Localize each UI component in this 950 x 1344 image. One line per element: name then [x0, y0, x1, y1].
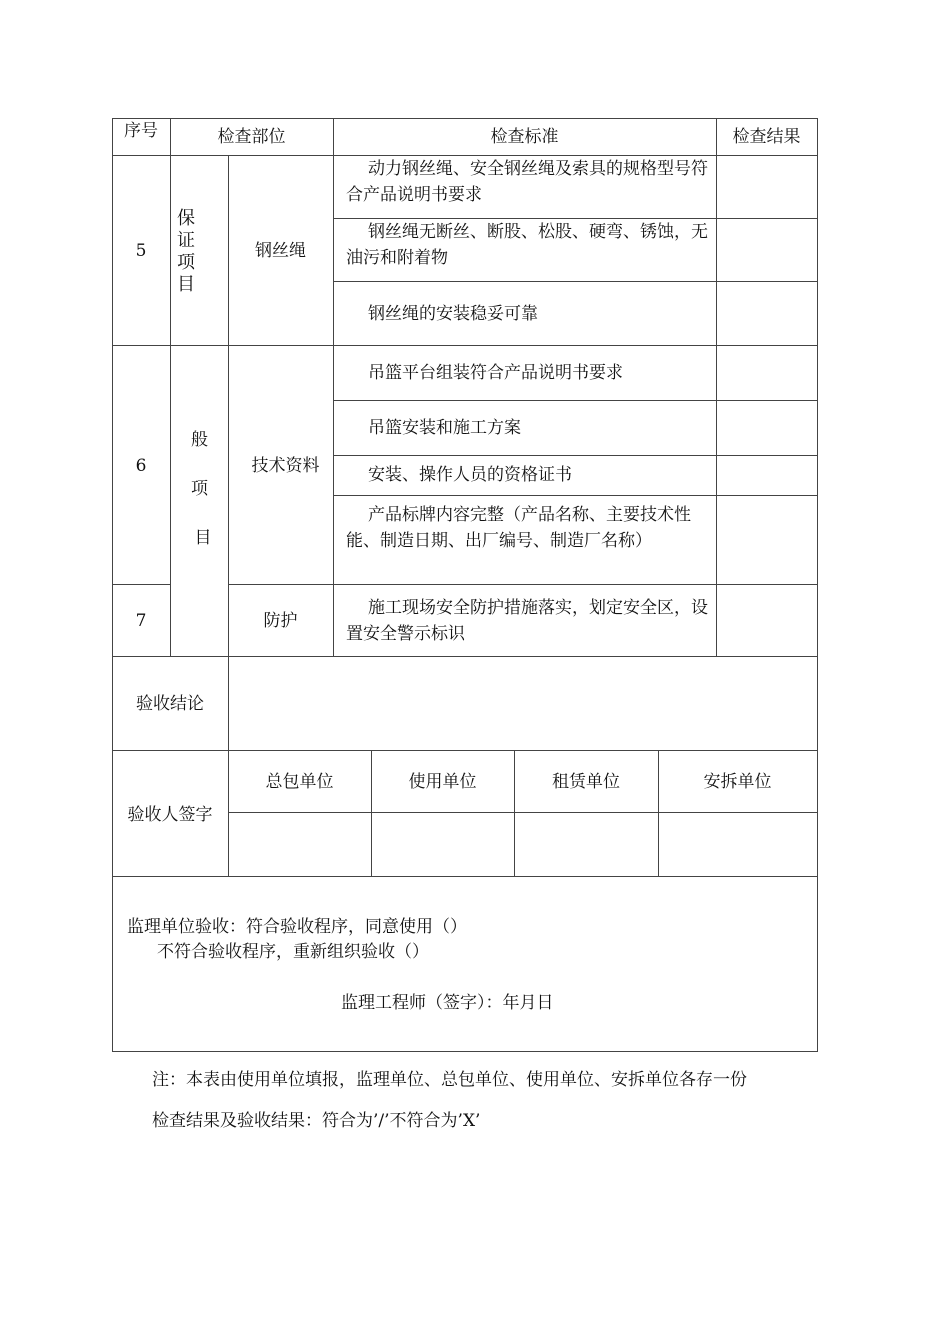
- criterion-text: 吊篮安装和施工方案: [368, 418, 521, 438]
- row-category-char: 项: [191, 479, 208, 499]
- conclusion-label: 验收结论: [136, 694, 204, 714]
- row-category-char: 目: [194, 528, 212, 548]
- note-line: 检查结果及验收结果：符合为’/’不符合为’X’: [152, 1111, 481, 1131]
- criterion-text: 吊篮平台组装符合产品说明书要求: [368, 363, 623, 383]
- signature-label: 验收人签字: [127, 805, 213, 825]
- header-standard: 检查标准: [490, 127, 559, 147]
- header-no: 序号: [124, 121, 158, 141]
- note-line: 注：本表由使用单位填报，监理单位、总包单位、使用单位、安拆单位各存一份: [152, 1070, 747, 1090]
- criterion-text: 动力钢丝绳、安全钢丝绳及索具的规格型号符合产品说明书要求: [346, 159, 708, 205]
- row-no: 7: [135, 611, 147, 631]
- criterion-text: 产品标牌内容完整（产品名称、主要技术性能、制造日期、出厂编号、制造厂名称）: [346, 505, 691, 551]
- supervision-line-1: 监理单位验收：符合验收程序，同意使用（）: [127, 917, 467, 937]
- row-part: 防护: [263, 611, 298, 631]
- row-category: 保证项目: [177, 208, 195, 295]
- supervision-engineer: 监理工程师（签字）：年月日: [341, 993, 554, 1013]
- criterion-text: 安装、操作人员的资格证书: [368, 465, 572, 485]
- header-part: 检查部位: [217, 127, 286, 147]
- criterion-text: 施工现场安全防护措施落实，划定安全区，设置安全警示标识: [346, 598, 708, 644]
- row-no: 5: [135, 241, 147, 261]
- signature-unit: 总包单位: [265, 772, 334, 792]
- signature-unit: 使用单位: [408, 772, 477, 792]
- supervision-line-2: 不符合验收程序，重新组织验收（）: [157, 942, 429, 962]
- header-result: 检查结果: [732, 127, 801, 147]
- criterion-text: 钢丝绳无断丝、断股、松股、硬弯、锈蚀，无油污和附着物: [346, 222, 708, 268]
- row-no: 6: [135, 456, 147, 476]
- signature-unit: 租赁单位: [552, 772, 620, 792]
- row-part: 钢丝绳: [255, 241, 306, 261]
- criterion-text: 钢丝绳的安装稳妥可靠: [368, 304, 538, 324]
- row-part: 技术资料: [251, 456, 320, 476]
- row-category-char: 般: [191, 430, 208, 450]
- signature-unit: 安拆单位: [703, 772, 772, 792]
